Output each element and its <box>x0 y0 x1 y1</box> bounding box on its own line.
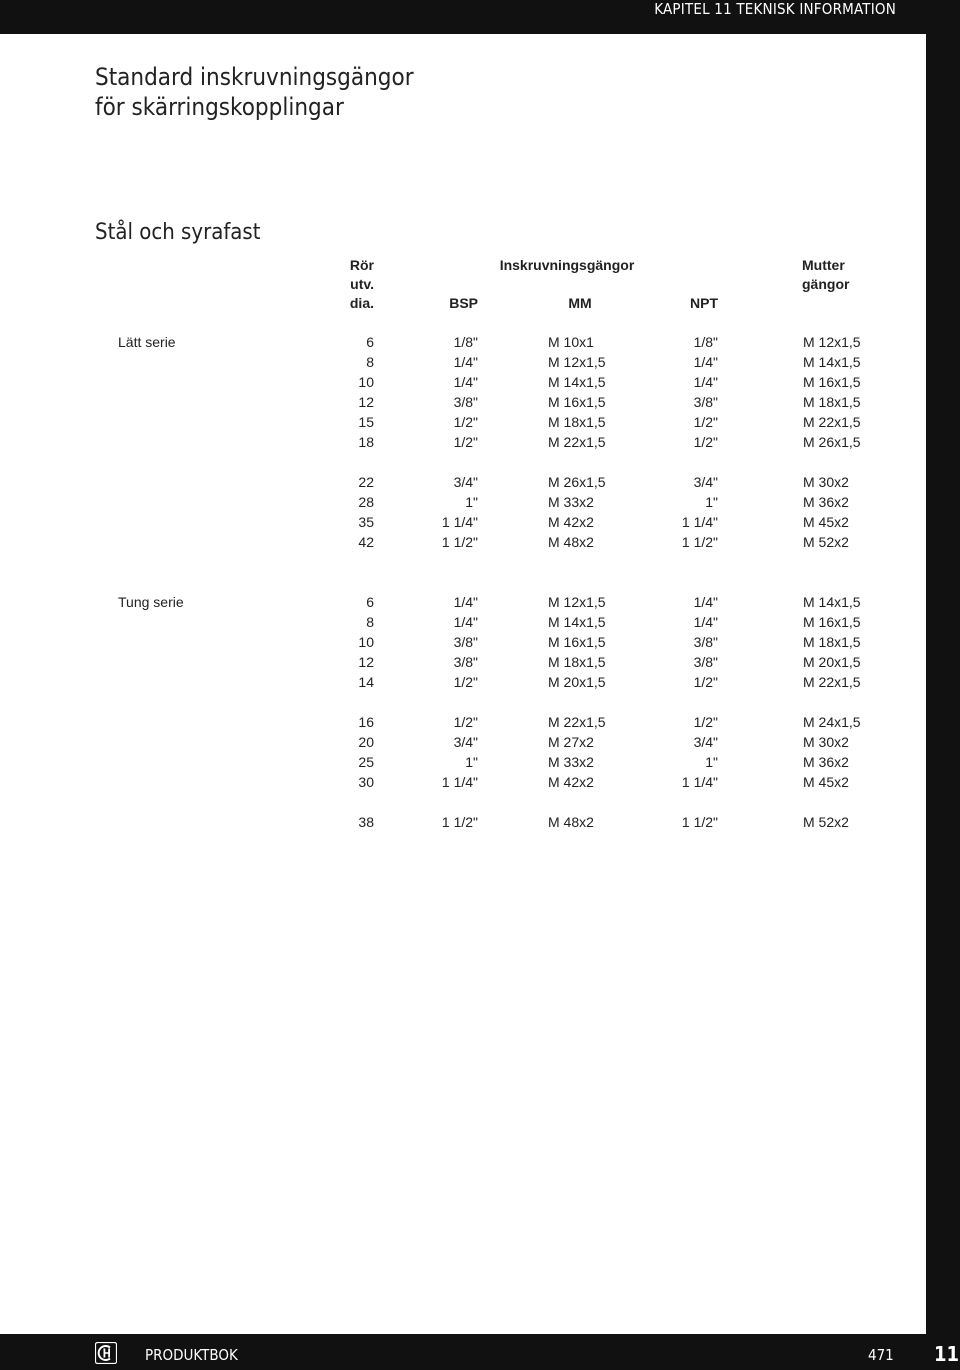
cell-ror: 10 <box>358 634 374 650</box>
cell-bsp: 3/8" <box>453 394 478 410</box>
cell-mm: M 42x2 <box>548 774 594 790</box>
cell-mm: M 48x2 <box>548 814 594 830</box>
cell-mm: M 22x1,5 <box>548 434 606 450</box>
cell-mutter: M 22x1,5 <box>803 414 861 430</box>
cell-ror: 6 <box>366 594 374 610</box>
cell-mm: M 14x1,5 <box>548 374 606 390</box>
cell-mutter: M 52x2 <box>803 534 849 550</box>
cell-mm: M 48x2 <box>548 534 594 550</box>
cell-ror: 25 <box>358 754 374 770</box>
cell-bsp: 1" <box>465 754 478 770</box>
cell-bsp: 1 1/2" <box>441 814 478 830</box>
cell-bsp: 1 1/4" <box>441 774 478 790</box>
cell-mutter: M 16x1,5 <box>803 614 861 630</box>
cell-ror: 38 <box>358 814 374 830</box>
footer-label: PRODUKTBOK <box>145 1346 238 1364</box>
cell-bsp: 3/8" <box>453 654 478 670</box>
cell-mm: M 14x1,5 <box>548 614 606 630</box>
header-npt: NPT <box>690 295 718 311</box>
cell-mm: M 26x1,5 <box>548 474 606 490</box>
cell-npt: 1/2" <box>693 434 718 450</box>
cell-bsp: 1/2" <box>453 434 478 450</box>
cell-npt: 1/4" <box>693 614 718 630</box>
cell-mm: M 27x2 <box>548 734 594 750</box>
cell-bsp: 1/2" <box>453 714 478 730</box>
cell-mutter: M 14x1,5 <box>803 594 861 610</box>
cell-mutter: M 18x1,5 <box>803 634 861 650</box>
cell-bsp: 1/2" <box>453 674 478 690</box>
cell-mutter: M 12x1,5 <box>803 334 861 350</box>
series-label: Lätt serie <box>118 334 176 350</box>
cell-mm: M 16x1,5 <box>548 634 606 650</box>
cell-npt: 3/8" <box>693 634 718 650</box>
cell-bsp: 1/4" <box>453 354 478 370</box>
cell-npt: 1/2" <box>693 714 718 730</box>
cell-ror: 8 <box>366 614 374 630</box>
cell-npt: 1 1/4" <box>681 774 718 790</box>
cell-mutter: M 20x1,5 <box>803 654 861 670</box>
header-ror-line1: Rör <box>349 257 374 273</box>
cell-ror: 16 <box>358 714 374 730</box>
footer-bar <box>0 1334 960 1370</box>
cell-bsp: 1/8" <box>453 334 478 350</box>
cell-bsp: 3/4" <box>453 734 478 750</box>
cell-mm: M 18x1,5 <box>548 414 606 430</box>
cell-mm: M 22x1,5 <box>548 714 606 730</box>
cell-mm: M 33x2 <box>548 494 594 510</box>
chapter-sidebar <box>926 34 960 1334</box>
cell-bsp: 1 1/2" <box>441 534 478 550</box>
cell-npt: 1 1/4" <box>681 514 718 530</box>
top-bar <box>0 0 960 34</box>
cell-npt: 1" <box>705 494 718 510</box>
chapter-heading: KAPITEL 11 TEKNISK INFORMATION <box>654 0 896 18</box>
series-label: Tung serie <box>118 594 184 610</box>
cell-npt: 3/4" <box>693 734 718 750</box>
cell-ror: 14 <box>358 674 374 690</box>
cell-bsp: 1/4" <box>453 614 478 630</box>
cell-mutter: M 22x1,5 <box>803 674 861 690</box>
cell-npt: 1/4" <box>693 374 718 390</box>
cell-ror: 28 <box>358 494 374 510</box>
cell-mutter: M 26x1,5 <box>803 434 861 450</box>
cell-mm: M 42x2 <box>548 514 594 530</box>
cell-npt: 1/8" <box>693 334 718 350</box>
company-logo-icon <box>95 1342 117 1364</box>
chapter-number: 11 <box>934 1342 960 1366</box>
cell-mutter: M 30x2 <box>803 734 849 750</box>
header-ror-line3: dia. <box>349 295 374 311</box>
cell-ror: 15 <box>358 414 374 430</box>
cell-mutter: M 45x2 <box>803 514 849 530</box>
cell-ror: 35 <box>358 514 374 530</box>
cell-npt: 1/2" <box>693 414 718 430</box>
cell-npt: 3/8" <box>693 394 718 410</box>
cell-mutter: M 16x1,5 <box>803 374 861 390</box>
cell-ror: 30 <box>358 774 374 790</box>
cell-ror: 20 <box>358 734 374 750</box>
page-title <box>95 62 695 122</box>
cell-npt: 3/8" <box>693 654 718 670</box>
cell-bsp: 1/2" <box>453 414 478 430</box>
cell-mutter: M 18x1,5 <box>803 394 861 410</box>
page-title-line1: Standard inskruvningsgängor <box>95 63 414 91</box>
cell-mm: M 18x1,5 <box>548 654 606 670</box>
header-mutter <box>802 256 902 294</box>
cell-npt: 1/4" <box>693 594 718 610</box>
cell-ror: 6 <box>366 334 374 350</box>
cell-bsp: 1" <box>465 494 478 510</box>
header-mutter-line2: gängor <box>802 276 850 292</box>
cell-mutter: M 30x2 <box>803 474 849 490</box>
header-bsp: BSP <box>449 295 478 311</box>
cell-npt: 1/2" <box>693 674 718 690</box>
cell-npt: 1 1/2" <box>681 534 718 550</box>
cell-mutter: M 14x1,5 <box>803 354 861 370</box>
cell-mutter: M 52x2 <box>803 814 849 830</box>
cell-mm: M 12x1,5 <box>548 594 606 610</box>
cell-mutter: M 36x2 <box>803 494 849 510</box>
cell-mm: M 12x1,5 <box>548 354 606 370</box>
cell-mm: M 10x1 <box>548 334 594 350</box>
cell-npt: 1 1/2" <box>681 814 718 830</box>
page-number: 471 <box>868 1346 894 1364</box>
cell-npt: 1/4" <box>693 354 718 370</box>
header-mutter-line1: Mutter <box>802 257 845 273</box>
header-ror-line2: utv. <box>350 276 374 292</box>
cell-mutter: M 45x2 <box>803 774 849 790</box>
cell-ror: 22 <box>358 474 374 490</box>
cell-npt: 3/4" <box>693 474 718 490</box>
header-mm: MM <box>568 295 592 311</box>
cell-ror: 42 <box>358 534 374 550</box>
cell-ror: 8 <box>366 354 374 370</box>
section-title: Stål och syrafast <box>95 220 261 245</box>
cell-bsp: 3/4" <box>453 474 478 490</box>
cell-bsp: 1/4" <box>453 374 478 390</box>
cell-ror: 10 <box>358 374 374 390</box>
cell-mm: M 33x2 <box>548 754 594 770</box>
header-inskruvningsgangor: Inskruvningsgängor <box>499 257 635 273</box>
cell-mm: M 16x1,5 <box>548 394 606 410</box>
cell-bsp: 1/4" <box>453 594 478 610</box>
page-title-line2: för skärringskopplingar <box>95 93 344 121</box>
cell-ror: 12 <box>358 654 374 670</box>
cell-mm: M 20x1,5 <box>548 674 606 690</box>
cell-bsp: 3/8" <box>453 634 478 650</box>
cell-ror: 18 <box>358 434 374 450</box>
cell-bsp: 1 1/4" <box>441 514 478 530</box>
cell-ror: 12 <box>358 394 374 410</box>
header-ror <box>300 256 374 313</box>
cell-npt: 1" <box>705 754 718 770</box>
cell-mutter: M 24x1,5 <box>803 714 861 730</box>
cell-mutter: M 36x2 <box>803 754 849 770</box>
